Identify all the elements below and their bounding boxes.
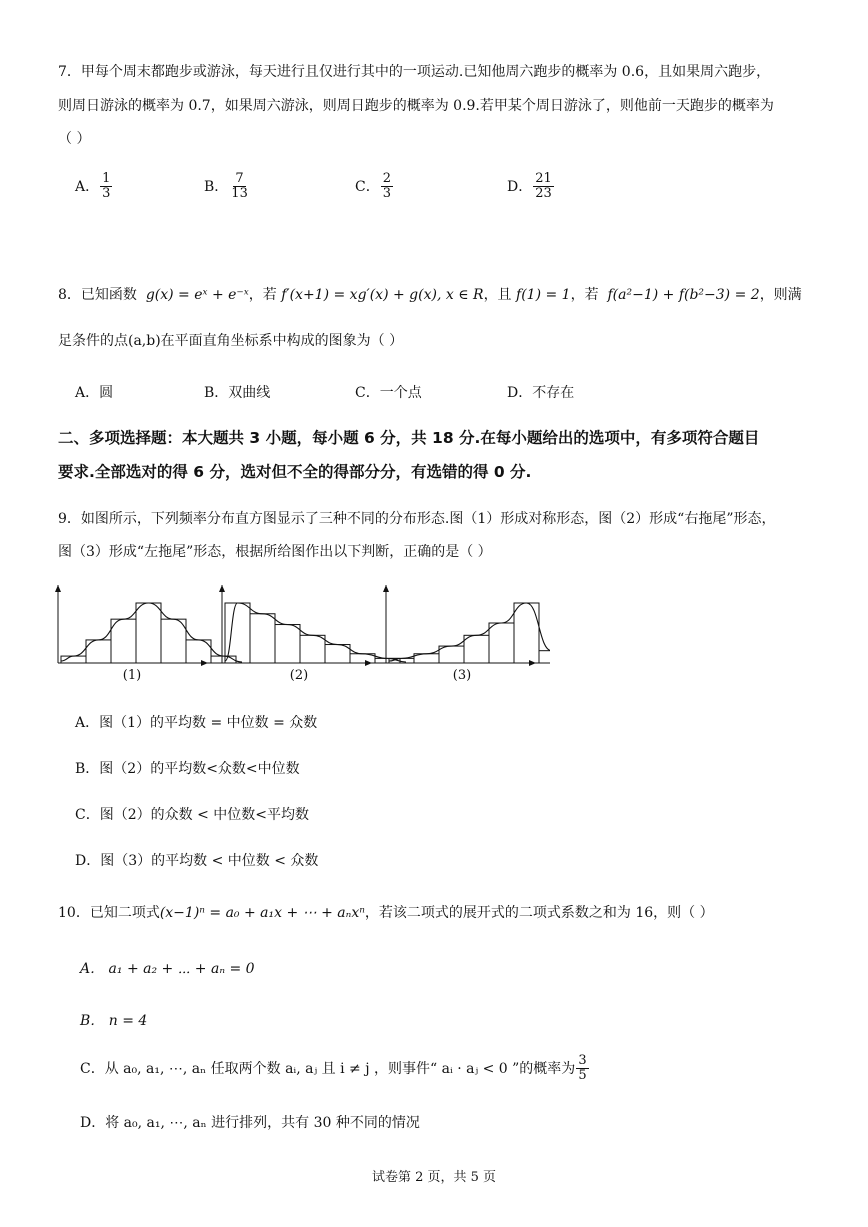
q7-option-d: D． $\frac{21}{23}$ [507,171,552,202]
histogram-bar [300,635,325,663]
q8-line2: 足条件的点(a,b)在平面直角坐标系中构成的图象为（ ） [58,333,404,349]
histogram-3-label: (3) [452,668,472,683]
q10-option-c: C．从 a₀, a₁, ⋯, aₙ 任取两个数 aᵢ, aⱼ 且 i ≠ j ，则事件“ aᵢ · aⱼ < 0 ”的概率为 $\frac{3}{5}$ [80,1053,587,1084]
histogram-bar [211,656,236,663]
histogram-bar [489,623,514,663]
q8-option-c: C．一个点 [355,385,422,401]
histogram-2-label: (2) [289,668,309,683]
histogram-bar [275,625,300,663]
section2-heading-line1: 二、多项选择题：本大题共 3 小题，每小题 6 分，共 18 分.在每小题给出的选项中，有多项符合题目 [58,429,760,447]
histogram-figures [50,583,550,693]
histogram-bar [514,603,539,663]
q10-option-a: A． a₁ + a₂ + ⋯ + aₙ = 0 [80,961,255,977]
q10-expression: (x−1)ⁿ = a₀ + a₁x + ⋯ + aₙxⁿ [159,905,365,921]
q9-line1: 9．如图所示，下列频率分布直方图显示了三种不同的分布形态.图（1）形成对称形态，图（2）形成“右拖尾”形态， [58,511,776,527]
q7-paren: （ ） [58,131,91,147]
q7-option-b: B． $\frac{7}{13}$ [204,171,248,202]
q8-f-equation: f′(x+1) = xg′(x) + g(x), x ∈ R [281,287,484,303]
q7-option-c: C． $\frac{2}{3}$ [355,171,391,202]
histogram-bar [464,635,489,663]
page-footer: 试卷第 2 页，共 5 页 [371,1170,497,1185]
histogram-bar [136,603,161,663]
q8-f1: f(1) = 1 [516,287,571,303]
distribution-curve [225,603,406,662]
q7-line1: 7．甲每个周末都跑步或游泳，每天进行且仅进行其中的一项运动.已知他周六跑步的概率为 0.6，且如果周六跑步， [58,64,771,80]
q10-option-d: D．将 a₀, a₁, ⋯, aₙ 进行排列，共有 30 种不同的情况 [80,1115,420,1131]
q9-option-a: A．图（1）的平均数 = 中位数 = 众数 [75,715,318,731]
histogram-1-label: (1) [122,668,142,683]
q8-g-definition: g(x) = eˣ + e⁻ˣ [145,287,249,303]
section2-heading-line2: 要求.全部选对的得 6 分，选对但不全的得部分分，有选错的得 0 分. [58,463,532,481]
q10-line1: 10．已知二项式(x−1)ⁿ = a₀ + a₁x + ⋯ + aₙxⁿ，若该二项式的展开式的二项式系数之和为 16，则（ ） [58,905,714,921]
q9-option-c: C．图（2）的众数 < 中位数<平均数 [75,807,309,823]
histogram-bar [439,646,464,663]
histogram-bar [539,651,550,663]
q9-option-b: B．图（2）的平均数<众数<中位数 [75,761,300,777]
q8-option-a: A．圆 [75,385,114,401]
q8-line1: 8．已知函数 g(x) = eˣ + e⁻ˣ，若 f′(x+1) = xg′(x) + g(x), x ∈ R，且 f(1) = 1，若 f(a²−1) + f(b²−3) = 2，则满 [58,287,802,303]
q8-condition: f(a²−1) + f(b²−3) = 2 [607,287,760,303]
distribution-curve [389,603,550,662]
q10-option-b: B． n = 4 [80,1013,148,1029]
q7-option-a: A． $\frac{1}{3}$ [75,171,111,202]
histogram-2 [219,585,406,666]
histogram-1 [55,585,242,666]
q8-option-b: B．双曲线 [204,385,271,401]
q9-option-d: D．图（3）的平均数 < 中位数 < 众数 [75,853,319,869]
histogram-bar [111,619,136,663]
histogram-3 [383,585,550,666]
q7-line2: 则周日游泳的概率为 0.7，如果周六游泳，则周日跑步的概率为 0.9.若甲某个周日游泳了，则他前一天跑步的概率为 [58,98,774,114]
q9-line2: 图（3）形成“左拖尾”形态，根据所给图作出以下判断，正确的是（ ） [58,544,492,560]
q8-option-d: D．不存在 [507,385,575,401]
histogram-bar [250,614,275,663]
distribution-curve [61,603,242,662]
histogram-bar [161,619,186,663]
